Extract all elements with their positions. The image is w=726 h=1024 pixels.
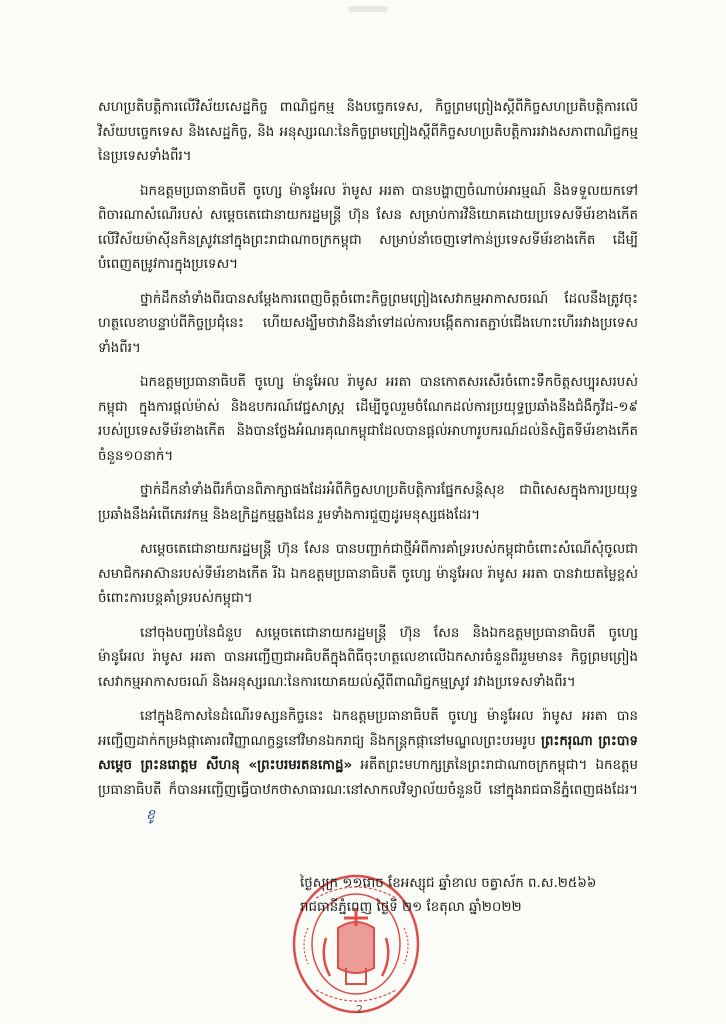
paragraph-2: ឯកឧត្តមប្រធានាធិបតី ចូហ្សេ ម៉ានូអែល រ៉ាមូស អរតា បានបង្ហាញចំណាប់អារម្មណ៍ និងទទួលយកទៅពិចារណាសំណើរបស់ សម្តេចតេជោនាយករដ្ឋមន្ត្រី ហ៊ុន សែន សម្រាប់ការវិនិយោគដោយប្រទេសទីម័រខាងកើត លើវិស័យម៉ាស៊ីនកិនស្រូវនៅក្នុងព្រះរាជាណាចក្រកម្ពុជា សម្រាប់នាំចេញទៅកាន់ប្រទេសទីម័រខាងកើត ដើម្បីបំពេញតម្រូវការក្នុងប្រទេស។ [98, 183, 638, 272]
royal-name: ព្រះករុណា ព្រះបាទសម្តេច ព្រះនរោត្តម សីហនុ «ព្រះបរមរតនកោដ្ឋ» [98, 733, 638, 773]
paragraph-7: នៅចុងបញ្ចប់នៃជំនួប សម្តេចតេជោនាយករដ្ឋមន្ត្រី ហ៊ុន សែន និងឯកឧត្តមប្រធានាធិបតី ចូហ្សេ ម៉ានូអែល រ៉ាមូស អរតា បានអញ្ជើញជាអធិបតីក្នុងពិធីចុះហត្ថលេខាលើឯកសារចំនួនពីររួមមាន៖ កិច្ចព្រមព្រៀងសេវាកម្មអាកាសចរណ៍ និងអនុស្សរណៈនៃការយោគយល់ស្តីពីពាណិជ្ជកម្មស្រូវ រវាងប្រទេសទាំងពីរ។ [98, 625, 638, 690]
paragraph-5: ថ្នាក់ដឹកនាំទាំងពីរក៏បានពិភាក្សាផងដែរអំពីកិច្ចសហប្រតិបត្តិការផ្នែកសន្តិសុខ ជាពិសេសក្នុងការប្រយុទ្ធប្រឆាំងនឹងអំពើភេរវកម្ម និងឧក្រិដ្ឋកម្មឆ្លងដែន រួមទាំងការជួញដូរមនុស្សផងដែរ។ [98, 483, 638, 523]
scan-mark [348, 6, 388, 12]
handwritten-initials: ខូ [146, 807, 155, 823]
page-number: 2 [356, 1003, 363, 1016]
document-body [98, 96, 638, 839]
paragraph-3: ថ្នាក់ដឹកនាំទាំងពីរបានសម្តែងការពេញចិត្តចំពោះកិច្ចព្រមព្រៀងសេវាកម្មអាកាសចរណ៍ ដែលនឹងត្រូវចុះហត្ថលេខាបន្ទាប់ពីកិច្ចប្រជុំនេះ ហើយសង្ឃឹមថាវានឹងនាំទៅដល់ការបង្កើតការតភ្ជាប់ជើងហោះហើររវាងប្រទេសទាំងពីរ។ [98, 291, 638, 356]
paragraph-4: ឯកឧត្តមប្រធានាធិបតី ចូហ្សេ ម៉ានូអែល រ៉ាមូស អរតា បានកោតសរសើរចំពោះទឹកចិត្តសប្បុរសរបស់កម្ពុជា ក្នុងការផ្តល់ម៉ាស់ និងឧបករណ៍វេជ្ជសាស្ត្រ ដើម្បីចូលរួមចំណែកដល់ការប្រយុទ្ធប្រឆាំងនឹងជំងឺកូវីដ-១៩ របស់ប្រទេសទីម័រខាងកើត និងបានថ្លែងអំណរគុណកម្ពុជាដែលបានផ្តល់អាហារូបករណ៍ដល់និស្សិតទីម័រខាងកើតចំនួន១០នាក់។ [98, 375, 638, 464]
paragraph-8 [98, 705, 638, 829]
lunar-date: ថ្ងៃសុក្រ ១១រោច ខែអស្សុជ ឆ្នាំខាល ចត្វាស័ក ព.ស.២៥៦៦ [300, 876, 597, 891]
paragraph-8-text-b: អតីតព្រះមហាក្សត្រនៃព្រះរាជាណាចក្រកម្ពុជា។ ឯកឧត្តមប្រធានាធិបតី ក៏បានអញ្ជើញធ្វើបាឋកថាសាធារណៈនៅសាកលវិទ្យាល័យចំនួនបី នៅក្នុងរាជធានីភ្នំពេញផងដែរ។ [98, 758, 638, 798]
dateline [300, 872, 640, 920]
paragraph-6: សម្តេចតេជោនាយករដ្ឋមន្ត្រី ហ៊ុន សែន បានបញ្ជាក់ជាថ្មីអំពីការគាំទ្ររបស់កម្ពុជាចំពោះសំណើសុំចូលជាសមាជិកអាស៊ានរបស់ទីម័រខាងកើត រីឯ ឯកឧត្តមប្រធានាធិបតី ចូហ្សេ ម៉ានូអែល រ៉ាមូស អរតា បានវាយតម្លៃខ្ពស់ចំពោះការបន្តគាំទ្ររបស់កម្ពុជា។ [98, 542, 638, 606]
place-and-date: រាជធានីភ្នំពេញ ថ្ងៃទី ២១ ខែតុលា ឆ្នាំ២០២២ [300, 900, 522, 915]
paragraph-1: សហប្រតិបត្តិការលើវិស័យសេដ្ឋកិច្ច ពាណិជ្ជកម្ម និងបច្ចេកទេស, កិច្ចព្រមព្រៀងស្តីពីកិច្ចសហប្រតិបត្តិការលើវិស័យបច្ចេកទេស និងសេដ្ឋកិច្ច, និង អនុស្សរណៈនៃកិច្ចព្រមព្រៀងស្តីពីកិច្ចសហប្រតិបត្តិការរវាងសភាពាណិជ្ជកម្មនៃប្រទេសទាំងពីរ។ [98, 100, 638, 164]
paragraph-8-text-a: នៅក្នុងឱកាសនៃដំណើរទស្សនកិច្ចនេះ ឯកឧត្តមប្រធានាធិបតី ចូហ្សេ ម៉ានូអែល រ៉ាមូស អរតា បានអញ្ជើញដាក់កម្រងផ្កាគោរពវិញ្ញាណក្ខន្ធនៅវិមានឯករាជ្យ និងកន្ត្រកផ្កានៅមណ្ឌលព្រះបរមរូប [98, 709, 638, 749]
